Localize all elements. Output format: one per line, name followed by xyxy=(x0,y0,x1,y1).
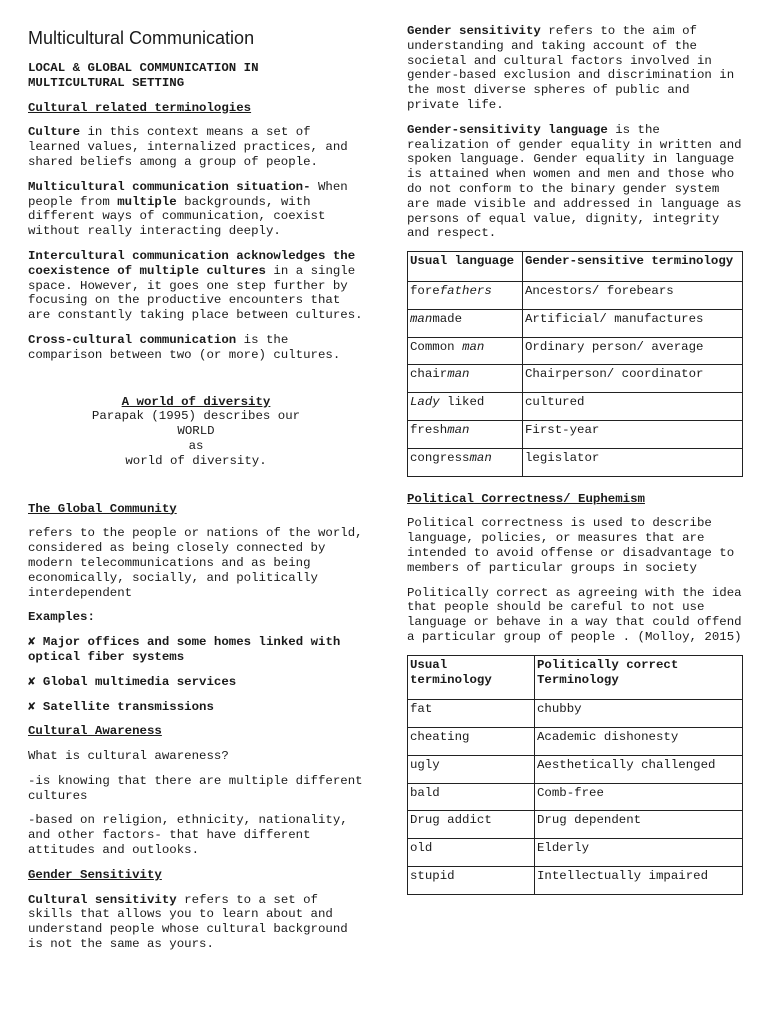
global-community-text: refers to the people or nations of the world, considered as being closely connected by modern telecommunications and as being economically, socially, and politically interdependent xyxy=(28,526,363,600)
table-row: manmade Artificial/ manufactures xyxy=(408,309,743,337)
intercultural-definition: Intercultural communication acknowledges the coexistence of multiple cultures in a single space. However, it goes one step further by focusing on the productive encounters that are constantly taking place between cultures. xyxy=(28,248,363,323)
table-row: cheating Academic dishonesty xyxy=(408,728,743,756)
right-column xyxy=(407,24,743,910)
table-row: bald Comb-free xyxy=(408,783,743,811)
table-header-row xyxy=(408,252,743,282)
cross-cultural-definition: Cross-cultural communication is the comparison between two (or more) cultures. xyxy=(28,332,341,362)
table-row: fat chubby xyxy=(408,700,743,728)
list-item: ✘ Major offices and some homes linked with optical fiber systems xyxy=(28,635,341,664)
table-row: ugly Aesthetically challenged xyxy=(408,755,743,783)
table-row: congressman legislator xyxy=(408,448,743,476)
political-correctness-heading: Political Correctness/ Euphemism xyxy=(407,491,645,506)
table-row: forefathers Ancestors/ forebears xyxy=(408,281,743,309)
list-item: ✘ Satellite transmissions xyxy=(28,699,214,714)
awareness-point: -is knowing that there are multiple different cultures xyxy=(28,773,363,803)
diversity-heading: A world of diversity xyxy=(121,394,271,409)
terms-heading: Cultural related terminologies xyxy=(28,100,252,115)
left-column xyxy=(28,24,364,962)
global-community-heading: The Global Community xyxy=(28,501,177,516)
cultural-awareness-heading: Cultural Awareness xyxy=(28,724,162,739)
table-row: Lady liked cultured xyxy=(408,393,743,421)
table-row: stupid Intellectually impaired xyxy=(408,867,743,895)
awareness-question: What is cultural awareness? xyxy=(28,749,229,764)
political-correctness-text: Political correctness is used to describe language, policies, or measures that are intended to avoid offense or disadvantage to members of particular groups in society xyxy=(407,516,735,575)
table-row: freshman First-year xyxy=(408,420,743,448)
table-header-row xyxy=(408,655,743,700)
examples-list xyxy=(28,635,364,714)
table-row: Common man Ordinary person/ average xyxy=(408,337,743,365)
diversity-block: A world of diversity Parapak (1995) describes our WORLD as world of diversity. xyxy=(28,395,364,469)
document-title: Multicultural Communication xyxy=(28,28,255,48)
gender-terminology-table xyxy=(407,251,743,476)
gender-language-definition: Gender-sensitivity language is the realization of gender equality in written and spoken language. Gender equality in language is attained when women and men and those who do not conform to the binary gender system are made visible and addressed in language as persons of equal value, dignity, integrity and respect. xyxy=(407,122,742,241)
culture-definition: Culture in this context means a set of learned values, internalized practices, and shared beliefs among a group of people. xyxy=(28,125,348,169)
examples-label: Examples: xyxy=(28,610,95,625)
list-item: ✘ Global multimedia services xyxy=(28,674,237,689)
table-row: old Elderly xyxy=(408,839,743,867)
section-subtitle: LOCAL & GLOBAL COMMUNICATION IN MULTICULTURAL SETTING xyxy=(28,61,259,90)
cultural-sensitivity-definition: Cultural sensitivity refers to a set of skills that allows you to learn about and understand people whose cultural background is not the same as yours. xyxy=(28,892,348,952)
awareness-point: -based on religion, ethnicity, nationality, and other factors- that have different attitudes and outlooks. xyxy=(28,813,348,858)
gender-sensitivity-heading: Gender Sensitivity xyxy=(28,867,162,882)
table-header: Usual terminology xyxy=(408,655,535,700)
table-header: Usual language xyxy=(408,252,523,282)
table-header: Politically correct Terminology xyxy=(535,655,743,700)
politically-correct-table xyxy=(407,655,743,895)
table-row: chairman Chairperson/ coordinator xyxy=(408,365,743,393)
multicultural-definition: Multicultural communication situation- When people from multiple backgrounds, with different ways of communication, coexist without really interacting deeply. xyxy=(28,179,348,239)
table-header: Gender-sensitive terminology xyxy=(523,252,743,282)
gender-sensitivity-definition: Gender sensitivity refers to the aim of understanding and taking account of the societal and cultural factors involved in gender-based exclusion and discrimination in the most diverse spheres of public and private life. xyxy=(407,24,735,112)
table-row: Drug addict Drug dependent xyxy=(408,811,743,839)
political-correctness-text: Politically correct as agreeing with the idea that people should be careful to not use language or behave in a way that could offend a particular group of people . (Molloy, 2015) xyxy=(407,585,742,644)
